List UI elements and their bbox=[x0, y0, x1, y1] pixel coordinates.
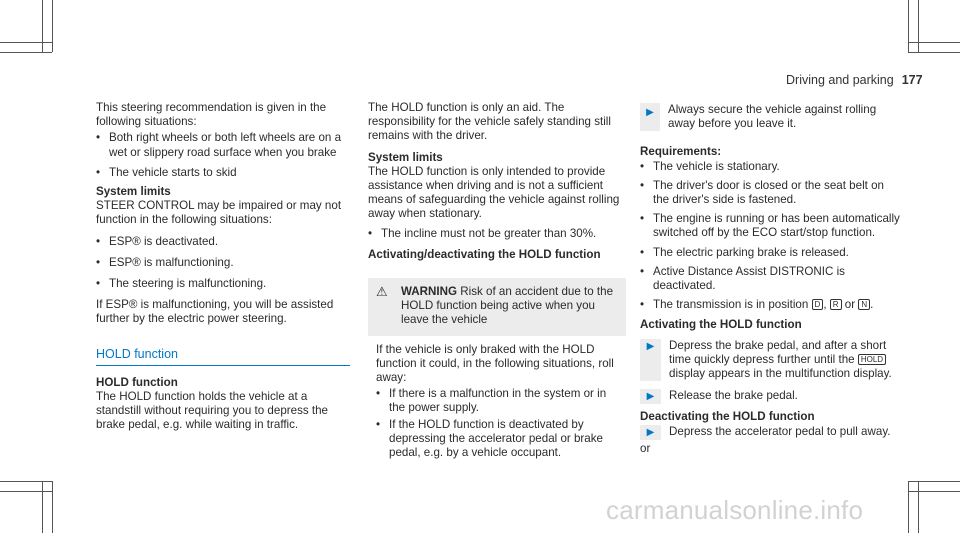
warning-triangle-icon: ⚠ bbox=[376, 284, 388, 300]
esp-note: If ESP® is malfunctioning, you will be assisted further by the electric power steering. bbox=[96, 298, 334, 326]
requirements-heading: Requirements: bbox=[640, 145, 722, 159]
list-item: • The vehicle is stationary. bbox=[640, 159, 780, 173]
deactivating-heading: Deactivating the HOLD function bbox=[640, 410, 815, 424]
list-item: • The transmission is in position D , R or N . bbox=[640, 298, 874, 312]
warning-text: If the vehicle is only braked with the HOLD function it could, in the following situations, roll away: bbox=[376, 342, 614, 385]
header-section: Driving and parking bbox=[786, 73, 894, 87]
gear-n-symbol: N bbox=[858, 299, 870, 310]
watermark: carmanualsonline.info bbox=[606, 495, 864, 525]
list-item: • ESP® is malfunctioning. bbox=[96, 255, 234, 269]
crop-mark bbox=[918, 481, 919, 533]
crop-mark bbox=[0, 481, 52, 482]
instruction-step: ▶ Depress the accelerator pedal to pull away. bbox=[640, 425, 902, 440]
column-3 bbox=[640, 103, 902, 456]
crop-mark bbox=[908, 491, 960, 492]
note-box bbox=[640, 103, 902, 131]
crop-mark bbox=[908, 52, 960, 53]
crop-mark bbox=[908, 0, 909, 52]
system-limits-text: The HOLD function is only intended to provide assistance when driving and is not a sufficient means of safeguarding the vehicle against rolling away when stationary. bbox=[368, 164, 620, 221]
list-item: • If the HOLD function is deactivated by depressing the accelerator pedal or brake pedal, e.g. by a vehicle occupant. bbox=[376, 417, 603, 460]
warning-label: WARNING bbox=[401, 285, 458, 299]
activating-heading: Activating the HOLD function bbox=[640, 318, 802, 332]
arrow-icon: ▶ bbox=[646, 107, 654, 118]
aid-text: The HOLD function is only an aid. The responsibility for the vehicle safely standing still remains with the driver. bbox=[368, 101, 611, 143]
column-2 bbox=[368, 101, 626, 472]
hold-heading: HOLD function bbox=[96, 375, 178, 389]
hold-text: The HOLD function holds the vehicle at a standstill without requiring you to depress the brake pedal, e.g. while waiting in traffic. bbox=[96, 390, 329, 432]
arrow-icon: ▶ bbox=[646, 426, 655, 438]
system-limits-heading: System limits bbox=[368, 150, 443, 164]
crop-mark bbox=[918, 0, 919, 52]
note-text: Always secure the vehicle against rolling away before you leave it. bbox=[668, 103, 877, 131]
or-text: or bbox=[640, 441, 651, 455]
column-1 bbox=[96, 101, 354, 433]
running-header bbox=[786, 73, 923, 87]
list-item: • The electric parking brake is released. bbox=[640, 245, 849, 259]
crop-mark bbox=[0, 42, 52, 43]
list-item: • If there is a malfunction in the system or in the power supply. bbox=[376, 387, 607, 415]
crop-mark bbox=[52, 481, 53, 533]
list-item: • Both right wheels or both left wheels are on a wet or slippery road surface when you brake bbox=[96, 131, 342, 159]
warning-head-text: Risk of an accident due to the HOLD function being active when you leave the vehicle bbox=[401, 285, 614, 327]
instruction-step: ▶ Release the brake pedal. bbox=[640, 389, 902, 404]
crop-mark bbox=[908, 481, 960, 482]
system-limits-heading: System limits bbox=[96, 185, 171, 199]
gear-d-symbol: D bbox=[812, 299, 824, 310]
arrow-icon: ▶ bbox=[646, 340, 655, 352]
page-number: 177 bbox=[901, 73, 923, 87]
crop-mark bbox=[42, 481, 43, 533]
instruction-step: ▶ Depress the brake pedal, and after a short time quickly depress further until the HOLD display appears in the multifunction display. bbox=[640, 339, 902, 382]
list-item: • The incline must not be greater than 30%. bbox=[368, 226, 597, 240]
system-limits-text: STEER CONTROL may be impaired or may not function in the following situations: bbox=[96, 199, 342, 227]
gear-r-symbol: R bbox=[830, 299, 842, 310]
list-item: • The engine is running or has been automatically switched off by the ECO start/stop function. bbox=[640, 212, 900, 240]
warning-body bbox=[368, 336, 626, 473]
crop-mark bbox=[42, 0, 43, 52]
warning-box bbox=[368, 278, 626, 472]
intro-text: This steering recommendation is given in the following situations: bbox=[96, 101, 327, 129]
hold-display-symbol: HOLD bbox=[858, 354, 886, 365]
crop-mark bbox=[0, 52, 52, 53]
warning-header bbox=[376, 285, 618, 328]
crop-mark bbox=[0, 491, 52, 492]
crop-mark bbox=[52, 0, 53, 52]
activating-heading: Activating/deactivating the HOLD function bbox=[368, 247, 601, 261]
section-title: HOLD function bbox=[96, 347, 350, 366]
list-item: • The driver's door is closed or the seat belt on the driver's side is fastened. bbox=[640, 178, 884, 207]
crop-mark bbox=[908, 481, 909, 533]
crop-mark bbox=[908, 42, 960, 43]
list-item: • The vehicle starts to skid bbox=[96, 165, 237, 179]
arrow-icon: ▶ bbox=[646, 391, 655, 403]
list-item: • The steering is malfunctioning. bbox=[96, 277, 267, 291]
list-item: • ESP® is deactivated. bbox=[96, 234, 219, 248]
list-item: • Active Distance Assist DISTRONIC is deactivated. bbox=[640, 264, 845, 293]
